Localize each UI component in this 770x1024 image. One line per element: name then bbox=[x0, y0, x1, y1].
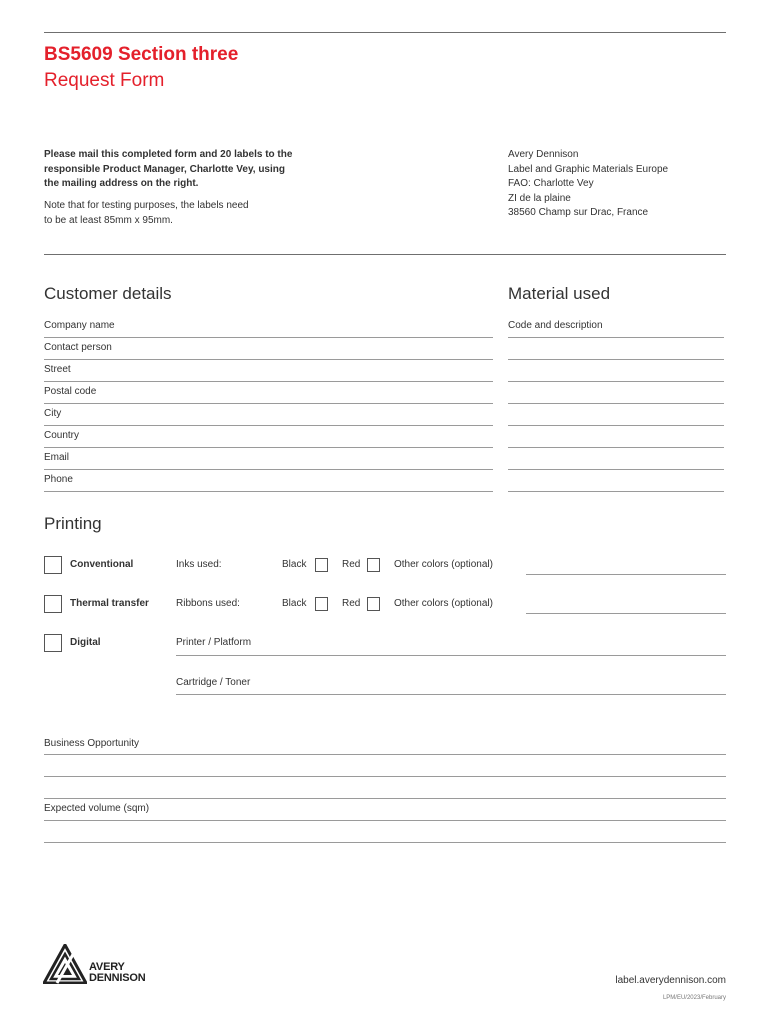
material-line-7[interactable] bbox=[508, 469, 724, 470]
material-line-1[interactable] bbox=[508, 337, 724, 338]
expected-volume-label: Expected volume (sqm) bbox=[44, 803, 150, 814]
ink-other-colors-input[interactable] bbox=[526, 574, 726, 575]
company-name-input[interactable] bbox=[44, 337, 493, 338]
footer-url[interactable]: label.averydennison.com bbox=[615, 975, 726, 986]
city-input[interactable] bbox=[44, 425, 493, 426]
size-note bbox=[44, 199, 249, 228]
form-title: BS5609 Section three bbox=[44, 44, 239, 65]
avery-logo-icon bbox=[43, 944, 87, 984]
address-line: 38560 Champ sur Drac, France bbox=[508, 207, 649, 219]
logo-wordmark-line1: AVERY bbox=[89, 961, 125, 973]
digital-label: Digital bbox=[70, 637, 101, 648]
code-description-label: Code and description bbox=[508, 320, 603, 331]
city-label: City bbox=[44, 408, 62, 419]
intro-divider bbox=[44, 254, 726, 255]
ink-red-checkbox[interactable] bbox=[367, 558, 380, 572]
ribbon-other-colors-input[interactable] bbox=[526, 613, 726, 614]
business-opportunity-input-3[interactable] bbox=[44, 798, 726, 799]
document-code: LPM/EU/2023/February bbox=[662, 995, 726, 1001]
mailing-address bbox=[508, 148, 668, 221]
top-divider bbox=[44, 32, 726, 33]
ink-other-colors-label: Other colors (optional) bbox=[394, 559, 493, 570]
form-subtitle: Request Form bbox=[44, 70, 165, 91]
conventional-label: Conventional bbox=[70, 559, 134, 570]
company-name-label: Company name bbox=[44, 320, 115, 331]
business-opportunity-input-2[interactable] bbox=[44, 776, 726, 777]
phone-input[interactable] bbox=[44, 491, 493, 492]
phone-label: Phone bbox=[44, 474, 73, 485]
printer-platform-label: Printer / Platform bbox=[176, 637, 252, 648]
customer-details-heading: Customer details bbox=[44, 284, 172, 303]
business-opportunity-input-1[interactable] bbox=[44, 754, 726, 755]
business-opportunity-label: Business Opportunity bbox=[44, 738, 140, 749]
material-line-4[interactable] bbox=[508, 403, 724, 404]
cartridge-toner-input[interactable] bbox=[176, 694, 726, 695]
address-line: Label and Graphic Materials Europe bbox=[508, 163, 669, 175]
ribbon-red-checkbox[interactable] bbox=[367, 597, 380, 611]
material-line-5[interactable] bbox=[508, 425, 724, 426]
instruction-line: Please mail this completed form and 20 labels to the bbox=[44, 149, 293, 160]
cartridge-toner-label: Cartridge / Toner bbox=[176, 677, 251, 688]
ribbon-red-label: Red bbox=[342, 598, 361, 609]
expected-volume-input-1[interactable] bbox=[44, 820, 726, 821]
ribbons-used-label: Ribbons used: bbox=[176, 598, 240, 609]
digital-checkbox[interactable] bbox=[44, 634, 62, 652]
street-label: Street bbox=[44, 364, 71, 375]
ribbon-other-colors-label: Other colors (optional) bbox=[394, 598, 493, 609]
thermal-transfer-checkbox[interactable] bbox=[44, 595, 62, 613]
postal-code-input[interactable] bbox=[44, 403, 493, 404]
ribbon-black-checkbox[interactable] bbox=[315, 597, 328, 611]
expected-volume-input-2[interactable] bbox=[44, 842, 726, 843]
material-line-3[interactable] bbox=[508, 381, 724, 382]
logo-wordmark-line2: DENNISON bbox=[89, 972, 146, 984]
mail-instructions bbox=[44, 148, 292, 192]
inks-used-label: Inks used: bbox=[176, 559, 222, 570]
avery-dennison-logo bbox=[43, 944, 87, 984]
country-input[interactable] bbox=[44, 447, 493, 448]
email-label: Email bbox=[44, 452, 70, 463]
country-label: Country bbox=[44, 430, 80, 441]
address-line: Avery Dennison bbox=[508, 149, 579, 160]
conventional-checkbox[interactable] bbox=[44, 556, 62, 574]
note-line: to be at least 85mm x 95mm. bbox=[44, 214, 173, 226]
material-line-6[interactable] bbox=[508, 447, 724, 448]
ink-red-label: Red bbox=[342, 559, 361, 570]
ink-black-checkbox[interactable] bbox=[315, 558, 328, 572]
email-input[interactable] bbox=[44, 469, 493, 470]
ribbon-black-label: Black bbox=[282, 598, 307, 609]
printer-platform-input[interactable] bbox=[176, 655, 726, 656]
address-line: ZI de la plaine bbox=[508, 192, 571, 204]
instruction-line: responsible Product Manager, Charlotte Vey, using bbox=[44, 163, 285, 175]
material-line-2[interactable] bbox=[508, 359, 724, 360]
thermal-transfer-label: Thermal transfer bbox=[70, 598, 149, 609]
material-line-8[interactable] bbox=[508, 491, 724, 492]
ink-black-label: Black bbox=[282, 559, 307, 570]
material-used-heading: Material used bbox=[508, 284, 611, 303]
street-input[interactable] bbox=[44, 381, 493, 382]
instruction-line: the mailing address on the right. bbox=[44, 178, 199, 190]
address-line: FAO: Charlotte Vey bbox=[508, 178, 594, 190]
note-line: Note that for testing purposes, the labels need bbox=[44, 200, 249, 211]
postal-code-label: Postal code bbox=[44, 386, 97, 397]
contact-person-label: Contact person bbox=[44, 342, 112, 353]
printing-heading: Printing bbox=[44, 514, 102, 533]
contact-person-input[interactable] bbox=[44, 359, 493, 360]
